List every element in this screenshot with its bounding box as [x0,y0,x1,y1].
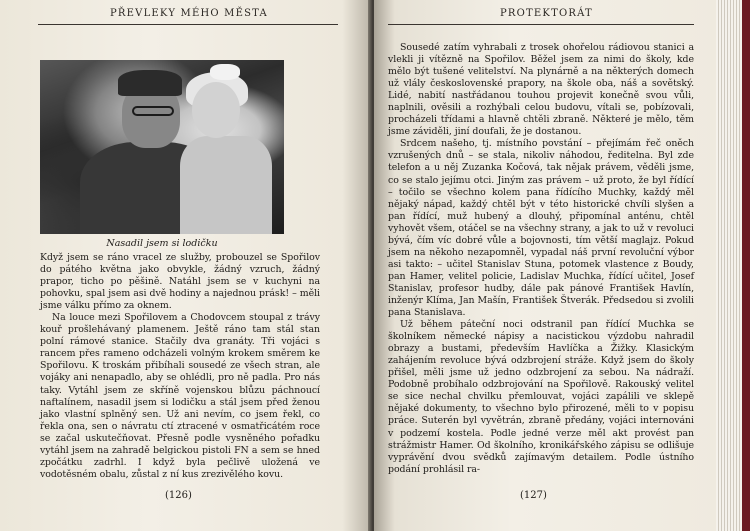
right-header-rule [388,24,694,25]
left-page-number: (126) [165,490,192,501]
photo-glasses [132,106,174,116]
paragraph: Na louce mezi Spořilovem a Chodovcem stoupal z trávy kouř prošlehávaný plamenem. Ještě ráno tam stál stan polní rámové stanice. Stačily dva granáty. Tři vojáci s rancem přes rameno odcházeli volným krokem směrem ke Spořilovu. K troskám přibíhali sousedé ze všech stran, ale vojáky ani nenapadlo, aby se ohlédli, pro ně padla. Pro nás taky. Vytáhl jsem ze skříně vojenskou blůzu páchnoucí naftalínem, nasadil jsem si lodičku a stál jsem před ženou jako vlastní splněný sen. Už ani nevím, co jsem řekl, co řekla ona, sen o návratu ctí ztracené v osmatřicátém roce se začal uskutečňovat. Přesně podle vysněného pořadku vytáhl jsem na zahradě belgickou pistoli FN a sem se hned zpočátku zadrhl. I když byla pečlivě uložená ve vodotěsném obalu, zůstal z ní kus zrezivělého kovu. [40,312,320,480]
photograph-soldier-with-girl [40,60,284,234]
right-page-number: (127) [520,490,547,501]
left-page [0,0,372,531]
right-body-text [388,42,694,476]
paragraph: Když jsem se ráno vracel ze služby, probouzel se Spořilov do pátého května jako obvykle, žádný vzruch, žádný prapor, ticho po pěšině. Natáhl jsem se v kuchyni na pohovku, spal jsem asi dvě hodiny a najednou prásk! – měli jsme válku přímo za oknem. [40,252,320,312]
photo-caption: Nasadil jsem si lodičku [106,238,218,249]
book-cover-edge [742,0,750,531]
left-running-header: PŘEVLEKY MÉHO MĚSTA [110,8,268,19]
right-page [374,0,720,531]
photo-hair-bow [210,64,240,80]
paragraph: Sousedé zatím vyhrabali z trosek ohořelou rádiovou stanici a vlekli ji vítězně na Spořilov. Běžel jsem za nimi do školy, kde mělo být tušené velitelství. Na plynárně a na některých domech už vlály československé prapory, na škole oba, náš a sovětský. Lidé, nabití nastřádanou touhou projevit konečně svou vůli, naplnili, ověsili a rozhýbali celou budovu, vítali se, pobízovali, procházeli třídami a hlavně chtěli zbraně. Některé je mělo, těm jsme záviděli, jiní doufali, že je dostanou. [388,42,694,138]
left-header-rule [38,24,338,25]
right-running-header: PROTEKTORÁT [500,8,593,19]
paragraph: Srdcem našeho, tj. místního povstání – přejímám řeč oněch vzrušených dnů – se stala, nikoliv náhodou, ředitelna. Byl zde telefon a u něj Zuzanka Kočová, tak nějak právem, věděli jsme, co se stalo jejímu otci. Jiným zas právem – už proto, že byl řídící – točilo se všechno kolem pana řídícího Muchky, každý měl nějaký nápad, každý chtěl být v této historické chvíli slyšen a pan řídící, muž hubený a dlouhý, připomínal anténu, chtěl vyhovět všem, otáčel se na všechny strany, a jak to už v revoluci bývá, čím víc dobré vůle a bojovnosti, tím větší maglajz. Pokud jsem na někoho nezapomněl, vypadal náš první revoluční výbor asi takto: – učitel Stanislav Stuna, potomek vlastence z Boudy, pan Hamer, velitel policie, Ladislav Muchka, řídící učitel, Josef Stanislav, profesor hudby, dále pak pánové František Havlín, inženýr Klíma, Jan Mašín, František Štverák. Předsedou si zvolili pana Stanislava. [388,138,694,319]
photo-girl-dress [180,136,272,234]
photo-girl-face [192,82,240,138]
photo-soldier-cap [118,70,182,96]
left-body-text [40,252,320,481]
paragraph: Už během páteční noci odstranil pan řídící Muchka se školníkem německé nápisy a nacistickou výzdobu nahradil obrazy a bustami, především Havlíčka a Žižky. Klasickým zahájením revoluce bývá odzbrojení stráže. Když jsem do školy přišel, měli jsme už jedno odzbrojení za sebou. Na nádraží. Podobně probíhalo odzbrojování na Spořilově. Rakouský velitel se sice nechal chvilku přemlouvat, vojáci zapálili ve sklepě nějaké dokumenty, to všechno bylo přirozené, měli to v popisu práce. Suterén byl vyvětrán, zbraně předány, vojáci internováni v podzemí kostela. Podle jedné verze měl akt provést pan strážmistr Hamer. Od školního, kronikářského zápisu se odlišuje vyprávění dvou svědků zajímavým detailem. Podle ústního podání prohlásil ra- [388,319,694,475]
